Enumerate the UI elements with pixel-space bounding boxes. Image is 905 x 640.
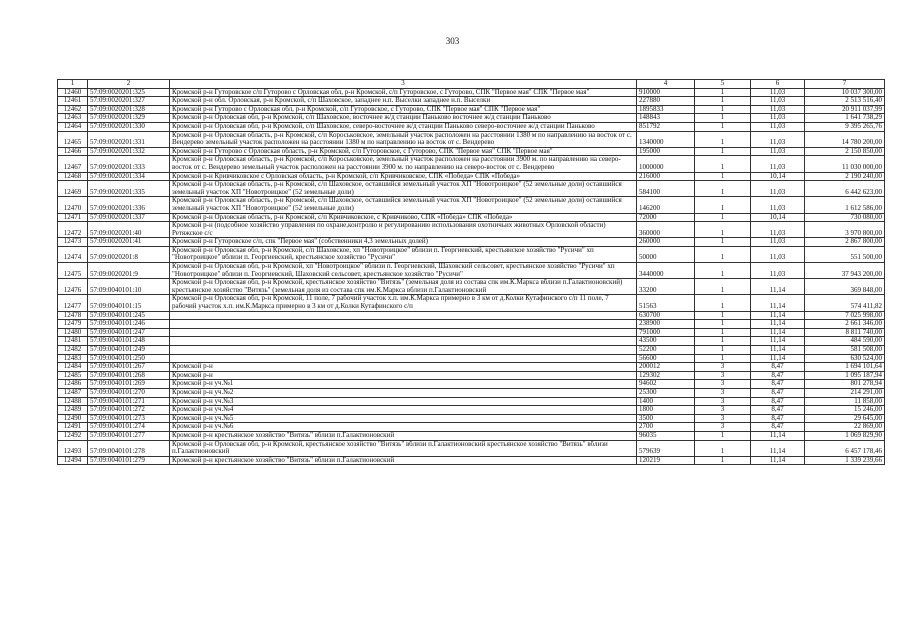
category-code: 1 — [695, 172, 751, 181]
category-code: 1 — [695, 279, 751, 295]
parcel-description: Кромской р-н Гуторовское с/п Гуторово с Орловская обл, р-н Кромской, с/п Гуторовское, с Гуторово, СПК "Первое мая" СПК "Первое мая" — [170, 88, 637, 97]
category-code: 1 — [695, 456, 751, 465]
parcel-area: 72000 — [637, 213, 695, 222]
parcel-description — [170, 346, 637, 355]
row-number: 12494 — [58, 456, 88, 465]
parcel-area: 1340000 — [637, 131, 695, 147]
rate-value: 8,47 — [751, 380, 805, 389]
row-number: 12483 — [58, 354, 88, 363]
cadastral-number: 57:09:0040101:277 — [88, 431, 170, 440]
row-number: 12489 — [58, 406, 88, 415]
cadastral-value: 11 858,00 — [805, 397, 885, 406]
parcel-description — [170, 311, 637, 320]
category-code: 1 — [695, 156, 751, 172]
row-number: 12486 — [58, 380, 88, 389]
cadastral-value: 2 661 346,00 — [805, 320, 885, 329]
table-row — [58, 363, 885, 372]
rate-value: 11,03 — [751, 97, 805, 106]
cadastral-value: 37 943 200,00 — [805, 263, 885, 279]
cadastral-value: 581 508,00 — [805, 346, 885, 355]
rate-value: 11,03 — [751, 263, 805, 279]
row-number: 12493 — [58, 440, 88, 456]
cadastral-number: 57:09:0020201:8 — [88, 246, 170, 262]
table-row — [58, 131, 885, 147]
category-code: 3 — [695, 414, 751, 423]
cadastral-number: 57:09:0040101:10 — [88, 279, 170, 295]
category-code: 1 — [695, 114, 751, 123]
cadastral-number: 57:09:0020201:335 — [88, 181, 170, 197]
parcel-description: Кромской р-н Орловская область, р-н Кромской, с/п Шаховское, оставшийся земельный участок ХП "Новотроицкое" (52 земельные доли) оставшийся земельный участок ХП "Новотроицкое" (52 земельные доли) — [170, 197, 637, 213]
rate-value: 8,47 — [751, 388, 805, 397]
table-row — [58, 337, 885, 346]
row-number: 12478 — [58, 311, 88, 320]
parcel-area: 50000 — [637, 246, 695, 262]
row-number: 12464 — [58, 122, 88, 131]
column-header: 7 — [805, 80, 885, 89]
parcel-area: 120219 — [637, 456, 695, 465]
rate-value: 8,47 — [751, 414, 805, 423]
row-number: 12461 — [58, 97, 88, 106]
table-row — [58, 456, 885, 465]
parcel-area: 52200 — [637, 346, 695, 355]
table-row — [58, 114, 885, 123]
category-code: 1 — [695, 337, 751, 346]
row-number: 12488 — [58, 397, 88, 406]
category-code: 3 — [695, 363, 751, 372]
cadastral-number: 57:09:0040101:268 — [88, 371, 170, 380]
row-number: 12474 — [58, 246, 88, 262]
table-row — [58, 105, 885, 114]
rate-value: 8,47 — [751, 397, 805, 406]
cadastral-number: 57:09:0020201:331 — [88, 131, 170, 147]
table-row — [58, 431, 885, 440]
parcel-description: Кромской р-н — [170, 363, 637, 372]
rate-value: 11,14 — [751, 337, 805, 346]
cadastral-number: 57:09:0040101:15 — [88, 295, 170, 311]
cadastral-number: 57:09:0040101:246 — [88, 320, 170, 329]
parcel-area: 129302 — [637, 371, 695, 380]
rate-value: 11,03 — [751, 156, 805, 172]
table-row — [58, 423, 885, 432]
parcel-area: 227880 — [637, 97, 695, 106]
parcel-area: 1895833 — [637, 105, 695, 114]
table-row — [58, 380, 885, 389]
table-row — [58, 88, 885, 97]
cadastral-value: 1 612 586,00 — [805, 197, 885, 213]
category-code: 1 — [695, 238, 751, 247]
cadastral-number: 57:09:0040101:272 — [88, 406, 170, 415]
table-row — [58, 122, 885, 131]
rate-value: 11,14 — [751, 295, 805, 311]
row-number: 12475 — [58, 263, 88, 279]
cadastral-number: 57:09:0040101:245 — [88, 311, 170, 320]
cadastral-number: 57:09:0020201:328 — [88, 105, 170, 114]
row-number: 12472 — [58, 222, 88, 238]
parcel-description: Кромской р-н Гуторово с Орловская обл, р-н Кромской, с/п Гуторовское, с Гуторово, СПК "Первое мая" СПК "Первое мая" — [170, 105, 637, 114]
cadastral-number: 57:09:0040101:248 — [88, 337, 170, 346]
parcel-description: Кромской р-н обл. Орловская, р-н Кромской, с/п Шаховское, западнее н.п. Выселки западнее н.п. Выселки — [170, 97, 637, 106]
category-code: 1 — [695, 354, 751, 363]
rate-value: 11,14 — [751, 456, 805, 465]
cadastral-number: 57:09:0020201:330 — [88, 122, 170, 131]
row-number: 12487 — [58, 388, 88, 397]
parcel-area: 2700 — [637, 423, 695, 432]
parcel-area: 56600 — [637, 354, 695, 363]
table-row — [58, 238, 885, 247]
category-code: 1 — [695, 213, 751, 222]
table-row — [58, 156, 885, 172]
parcel-description: Кромской р-н Орловская обл, р-н Кромской, 11 поле, 7 рабочий участок х.п. им.К.Маркса примерно в 3 км от д.Колки Кутафинского с/п 11 поле, 7 рабочий участок х.п. им.К.Маркса примерно в 3 км от д.Колки Кутафинского с/п — [170, 295, 637, 311]
table-row — [58, 397, 885, 406]
cadastral-value: 8 811 740,00 — [805, 328, 885, 337]
parcel-description: Кромской р-н Орловская обл, р-н Кромской, хп "Новотроицкое" вблизи п. Георгиевский, Шаховский сельсовет, крестьянское хозяйство "Русичи" хп "Новотроицкое" вблизи п. Георгиевский, Шаховский сельсовет, крестьянское хозяйство "Русичи" — [170, 263, 637, 279]
parcel-area: 3500 — [637, 414, 695, 423]
cadastral-value: 29 645,00 — [805, 414, 885, 423]
cadastral-value: 574 411,82 — [805, 295, 885, 311]
row-number: 12490 — [58, 414, 88, 423]
parcel-description: Кромской р-н — [170, 371, 637, 380]
row-number: 12484 — [58, 363, 88, 372]
table-row — [58, 346, 885, 355]
rate-value: 11,14 — [751, 279, 805, 295]
category-code: 3 — [695, 397, 751, 406]
parcel-area: 43500 — [637, 337, 695, 346]
rate-value: 10,14 — [751, 213, 805, 222]
cadastral-number: 57:09:0040101:279 — [88, 456, 170, 465]
parcel-area: 200012 — [637, 363, 695, 372]
row-number: 12468 — [58, 172, 88, 181]
rate-value: 11,14 — [751, 311, 805, 320]
cadastral-number: 57:09:0040101:267 — [88, 363, 170, 372]
rate-value: 8,47 — [751, 371, 805, 380]
cadastral-value: 2 150 850,00 — [805, 147, 885, 156]
cadastral-value: 14 780 200,00 — [805, 131, 885, 147]
table-row — [58, 197, 885, 213]
category-code: 1 — [695, 131, 751, 147]
row-number: 12460 — [58, 88, 88, 97]
parcel-description: Кромской р-н Орловская область, р-н Кромской, с/п Короськовское, земельный участок расположен на расстоянии 1380 м по направлению на восток от с. Вендерево земельный участок расположен на расстоянии 1380 м по направлению на восток от с. Вендерево — [170, 131, 637, 147]
parcel-description: Кромской р-н Орловская область, р-н Кромской, с/п Шаховское, оставшийся земельный участок ХП "Новотроицкое" (52 земельные доли) оставшийся земельный участок ХП "Новотроицкое" (52 земельные доли) — [170, 181, 637, 197]
row-number: 12463 — [58, 114, 88, 123]
cadastral-value: 2 513 516,40 — [805, 97, 885, 106]
cadastral-number: 57:09:0020201:325 — [88, 88, 170, 97]
row-number: 12482 — [58, 346, 88, 355]
parcel-area: 584100 — [637, 181, 695, 197]
column-header: 6 — [751, 80, 805, 89]
rate-value: 11,03 — [751, 246, 805, 262]
category-code: 1 — [695, 105, 751, 114]
rate-value: 11,03 — [751, 181, 805, 197]
table-row — [58, 354, 885, 363]
parcel-description: Кромской р-н уч.№6 — [170, 423, 637, 432]
parcel-area: 51563 — [637, 295, 695, 311]
row-number: 12470 — [58, 197, 88, 213]
row-number: 12485 — [58, 371, 88, 380]
cadastral-value: 2 867 800,00 — [805, 238, 885, 247]
rate-value: 11,03 — [751, 238, 805, 247]
row-number: 12469 — [58, 181, 88, 197]
cadastral-value: 1 095 187,94 — [805, 371, 885, 380]
category-code: 1 — [695, 122, 751, 131]
parcel-area: 3440000 — [637, 263, 695, 279]
cadastral-number: 57:09:0040101:273 — [88, 414, 170, 423]
cadastral-number: 57:09:0040101:278 — [88, 440, 170, 456]
category-code: 1 — [695, 320, 751, 329]
parcel-area: 238900 — [637, 320, 695, 329]
table-row — [58, 440, 885, 456]
cadastral-number: 57:09:0040101:247 — [88, 328, 170, 337]
category-code: 1 — [695, 197, 751, 213]
category-code: 1 — [695, 440, 751, 456]
parcel-area: 910000 — [637, 88, 695, 97]
cadastral-value: 630 524,00 — [805, 354, 885, 363]
parcel-description: Кромской р-н уч.№1 — [170, 380, 637, 389]
cadastral-number: 57:09:0020201:336 — [88, 197, 170, 213]
table-row — [58, 172, 885, 181]
cadastral-number: 57:09:0040101:271 — [88, 397, 170, 406]
cadastral-value: 801 278,94 — [805, 380, 885, 389]
table-row — [58, 263, 885, 279]
parcel-description: Кромской р-н крестьянское хозяйство "Витязь" вблизи п.Галактионовский — [170, 456, 637, 465]
cadastral-value: 214 291,00 — [805, 388, 885, 397]
parcel-area: 25300 — [637, 388, 695, 397]
category-code: 1 — [695, 246, 751, 262]
row-number: 12471 — [58, 213, 88, 222]
parcel-description: Кромской р-н Орловская область, р-н Кромской, с/п Короськовское, земельный участок расположен на расстоянии 3900 м. по направлению на северо-восток от с. Вендерево земельный участок расположен на расстоянии 3900 м. по направлению на северо-восток от с. Вендерево — [170, 156, 637, 172]
table-row — [58, 406, 885, 415]
parcel-area: 630700 — [637, 311, 695, 320]
column-header: 1 — [58, 80, 88, 89]
row-number: 12473 — [58, 238, 88, 247]
row-number: 12480 — [58, 328, 88, 337]
parcel-area: 96035 — [637, 431, 695, 440]
table-row — [58, 311, 885, 320]
category-code: 1 — [695, 97, 751, 106]
rate-value: 8,47 — [751, 363, 805, 372]
parcel-area: 94602 — [637, 380, 695, 389]
parcel-description — [170, 328, 637, 337]
table-row — [58, 371, 885, 380]
parcel-description: Кромской р-н Орловская область, р-н Кромской, с/п Кривчиковское, с Кривчиково, СПК «Победа» СПК «Победа» — [170, 213, 637, 222]
row-number: 12462 — [58, 105, 88, 114]
cadastral-number: 57:09:0020201:40 — [88, 222, 170, 238]
land-parcel-table — [57, 79, 885, 465]
parcel-description: Кромской р-н Орловская обл, р-н Кромской, с/п Шаховское, хп "Новотроицкое" вблизи п. Георгиевский, крестьянское хозяйство "Русичи" хп "Новотроицкое" вблизи п. Георгиевский, крестьянское хозяйство "Русичи" — [170, 246, 637, 262]
table-row — [58, 328, 885, 337]
parcel-area: 360000 — [637, 222, 695, 238]
rate-value: 11,03 — [751, 222, 805, 238]
parcel-description: Кромской р-н Кривчиковское с Орловская область, р-н Кромской, с/п Кривчиковское, СПК «Победа» СПК «Победа» — [170, 172, 637, 181]
cadastral-number: 57:09:0020201:41 — [88, 238, 170, 247]
cadastral-number: 57:09:0020201:333 — [88, 156, 170, 172]
rate-value: 11,03 — [751, 131, 805, 147]
parcel-description — [170, 354, 637, 363]
table-row — [58, 295, 885, 311]
row-number: 12479 — [58, 320, 88, 329]
parcel-description — [170, 320, 637, 329]
category-code: 3 — [695, 423, 751, 432]
rate-value: 11,03 — [751, 105, 805, 114]
cadastral-number: 57:09:0020201:329 — [88, 114, 170, 123]
page-number: 303 — [445, 36, 460, 46]
cadastral-value: 7 025 998,00 — [805, 311, 885, 320]
rate-value: 11,03 — [751, 122, 805, 131]
parcel-description: Кромской р-н Гуторовское с/п, спк "Первое мая" (собственники 4,3 земельных долей) — [170, 238, 637, 247]
cadastral-number: 57:09:0020201:9 — [88, 263, 170, 279]
parcel-area: 260000 — [637, 238, 695, 247]
cadastral-value: 1 339 239,66 — [805, 456, 885, 465]
parcel-area: 1400 — [637, 397, 695, 406]
parcel-description: Кромской р-н уч.№5 — [170, 414, 637, 423]
cadastral-value: 6 442 623,00 — [805, 181, 885, 197]
category-code: 1 — [695, 346, 751, 355]
parcel-area: 579639 — [637, 440, 695, 456]
parcel-description: Кромской р-н крестьянское хозяйство "Витязь" вблизи п.Галактионовский — [170, 431, 637, 440]
category-code: 1 — [695, 328, 751, 337]
parcel-description: Кромской р-н Гуторово с Орловская область, р-н Кромской, с/п Гуторовское, с Гуторово, СПК "Первое мая" СПК "Первое мая" — [170, 147, 637, 156]
category-code: 1 — [695, 222, 751, 238]
cadastral-number: 57:09:0040101:250 — [88, 354, 170, 363]
category-code: 3 — [695, 406, 751, 415]
category-code: 1 — [695, 431, 751, 440]
table-header-row — [58, 80, 885, 89]
table-row — [58, 414, 885, 423]
rate-value: 10,14 — [751, 172, 805, 181]
parcel-area: 851792 — [637, 122, 695, 131]
parcel-area: 33200 — [637, 279, 695, 295]
category-code: 1 — [695, 181, 751, 197]
parcel-description: Кромской р-н уч.№3 — [170, 397, 637, 406]
cadastral-value: 3 970 800,00 — [805, 222, 885, 238]
parcel-area: 146200 — [637, 197, 695, 213]
parcel-area: 791000 — [637, 328, 695, 337]
cadastral-number: 57:09:0040101:269 — [88, 380, 170, 389]
row-number: 12467 — [58, 156, 88, 172]
column-header: 3 — [170, 80, 637, 89]
table-row — [58, 320, 885, 329]
rate-value: 11,14 — [751, 320, 805, 329]
rate-value: 11,14 — [751, 346, 805, 355]
rate-value: 11,03 — [751, 197, 805, 213]
column-header: 5 — [695, 80, 751, 89]
rate-value: 11,14 — [751, 328, 805, 337]
cadastral-number: 57:09:0040101:270 — [88, 388, 170, 397]
cadastral-value: 1 694 101,64 — [805, 363, 885, 372]
category-code: 3 — [695, 371, 751, 380]
parcel-description: Кромской р-н уч.№4 — [170, 406, 637, 415]
parcel-description — [170, 337, 637, 346]
row-number: 12481 — [58, 337, 88, 346]
row-number: 12491 — [58, 423, 88, 432]
cadastral-number: 57:09:0020201:327 — [88, 97, 170, 106]
cadastral-value: 484 590,00 — [805, 337, 885, 346]
table-row — [58, 181, 885, 197]
cadastral-number: 57:09:0040101:249 — [88, 346, 170, 355]
rate-value: 8,47 — [751, 423, 805, 432]
parcel-description: Кромской р-н Орловская обл, р-н Кромской, с/п Шаховское, северо-восточнее ж/д станции Паньково северо-восточнее ж/д станции Паньково — [170, 122, 637, 131]
table-row — [58, 213, 885, 222]
rate-value: 11,03 — [751, 147, 805, 156]
column-header: 4 — [637, 80, 695, 89]
cadastral-value: 1 641 738,29 — [805, 114, 885, 123]
parcel-area: 195000 — [637, 147, 695, 156]
parcel-description: Кромской р-н Орловская обл, р-н Кромской, с/п Шаховское, восточнее ж/д станции Паньково восточнее ж/д станции Паньково — [170, 114, 637, 123]
row-number: 12465 — [58, 131, 88, 147]
parcel-description: Кромской р-н Орловская обл, р-н Кромской, крестьянское хозяйство "Витязь" вблизи п.Галактионовский крестьянское хозяйство "Витязь" вблизи п.Галактионовский — [170, 440, 637, 456]
cadastral-number: 57:09:0040101:274 — [88, 423, 170, 432]
cadastral-number: 57:09:0020201:337 — [88, 213, 170, 222]
rate-value: 11,14 — [751, 431, 805, 440]
category-code: 3 — [695, 380, 751, 389]
parcel-description: Кромской р-н Орловская обл, р-н Кромской, крестьянское хозяйство "Витязь" (земельная доля из состава спк им.К.Маркса вблизи п.Галактионовский) крестьянское хозяйство "Витязь" (земельная доля из состава спк им.К.Маркса вблизи п.Галактионовский — [170, 279, 637, 295]
cadastral-value: 10 037 300,00 — [805, 88, 885, 97]
row-number: 12492 — [58, 431, 88, 440]
cadastral-value: 11 030 000,00 — [805, 156, 885, 172]
table-row — [58, 147, 885, 156]
parcel-area: 1800 — [637, 406, 695, 415]
cadastral-value: 22 869,00 — [805, 423, 885, 432]
cadastral-value: 2 190 240,00 — [805, 172, 885, 181]
table-row — [58, 246, 885, 262]
table-row — [58, 388, 885, 397]
cadastral-value: 20 911 037,99 — [805, 105, 885, 114]
parcel-description: Кромской р-н (подсобное хозяйство управления по охране,контролю и регулированию использования охотничьих животных Орловской области) Ретяжское с/с — [170, 222, 637, 238]
row-number: 12477 — [58, 295, 88, 311]
table-row — [58, 97, 885, 106]
column-header: 2 — [88, 80, 170, 89]
parcel-area: 148843 — [637, 114, 695, 123]
category-code: 1 — [695, 263, 751, 279]
cadastral-value: 6 457 178,46 — [805, 440, 885, 456]
cadastral-value: 15 246,00 — [805, 406, 885, 415]
table-row — [58, 279, 885, 295]
row-number: 12466 — [58, 147, 88, 156]
parcel-area: 216000 — [637, 172, 695, 181]
rate-value: 11,03 — [751, 114, 805, 123]
rate-value: 11,14 — [751, 354, 805, 363]
category-code: 1 — [695, 88, 751, 97]
cadastral-value: 551 500,00 — [805, 246, 885, 262]
cadastral-value: 1 069 829,90 — [805, 431, 885, 440]
parcel-area: 1000000 — [637, 156, 695, 172]
rate-value: 11,03 — [751, 88, 805, 97]
row-number: 12476 — [58, 279, 88, 295]
cadastral-number: 57:09:0020201:332 — [88, 147, 170, 156]
category-code: 3 — [695, 388, 751, 397]
category-code: 1 — [695, 311, 751, 320]
table-row — [58, 222, 885, 238]
cadastral-value: 9 395 265,76 — [805, 122, 885, 131]
rate-value: 8,47 — [751, 406, 805, 415]
cadastral-value: 369 848,00 — [805, 279, 885, 295]
category-code: 1 — [695, 147, 751, 156]
rate-value: 11,14 — [751, 440, 805, 456]
cadastral-number: 57:09:0020201:334 — [88, 172, 170, 181]
cadastral-value: 730 080,00 — [805, 213, 885, 222]
parcel-description: Кромской р-н уч.№2 — [170, 388, 637, 397]
category-code: 1 — [695, 295, 751, 311]
